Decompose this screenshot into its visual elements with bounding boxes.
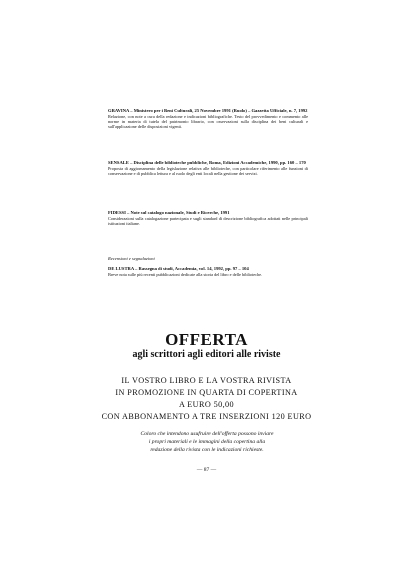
section-label: Recensioni e segnalazioni: [108, 256, 155, 261]
entry-body: Proposta di aggiornamento della legislazione relativa alle biblioteche, con particolare riferimento alle funzioni di conservazione e di pubblica lettura e al ruolo degli enti locali nella gestione dei servizi.: [108, 165, 308, 176]
offer-title: OFFERTA: [165, 330, 248, 349]
entry-heading: FIDESSI – Note sul catalogo nazionale, Studi e Ricerche, 1991: [108, 210, 230, 215]
entry-body: Relazione, con note a cura della redazione e indicazioni bibliografiche. Testo del provvedimento e commento alle norme in materia di tutela del patrimonio librario, con osservazioni sulla disciplina dei beni culturali e sull'applicazione delle disposizioni vigenti.: [108, 113, 308, 130]
bibliography-entry: [108, 108, 308, 129]
entry-heading: SENSALE – Disciplina delle biblioteche pubbliche, Roma, Edizioni Accademiche, 1990, pp. 160 – 170: [108, 160, 306, 165]
offer-note: [118, 430, 296, 454]
entry-body: Considerazioni sulla catalogazione partecipata e sugli standard di descrizione bibliografica adottati nelle principali istituzioni italiane.: [108, 215, 308, 226]
offer-note-line: redazione della rivista con le indicazioni richieste.: [150, 447, 264, 453]
offer-note-line: Coloro che intendono usufruire dell'offerta possono inviare: [140, 431, 274, 437]
offer-note-line: i propri materiali e le immagini della copertina alla: [148, 439, 266, 445]
offer-details: [0, 375, 413, 423]
offer-line: CON ABBONAMENTO A TRE INSERZIONI 120 EURO: [101, 412, 312, 421]
bibliography-entry: [108, 266, 308, 277]
offer-line: IN PROMOZIONE IN QUARTA DI COPERTINA: [115, 388, 298, 397]
entry-body: Breve nota sulle più recenti pubblicazioni dedicate alla storia del libro e delle biblioteche.: [108, 271, 263, 277]
entry-heading: GRAVINA – Ministero per i Beni Culturali, 25 Novembre 1991 (Ruolo) – Gazzetta Ufficiale, n. 7, 1992: [108, 108, 308, 113]
offer-subtitle: agli scrittori agli editori alle riviste: [132, 349, 281, 360]
offer-line: IL VOSTRO LIBRO E LA VOSTRA RIVISTA: [121, 376, 292, 385]
page-number: — 87 —: [196, 467, 217, 473]
bibliography-entry: [108, 160, 308, 176]
entry-heading: DE LUSTRA – Rassegna di studi, Accademia, vol. 14, 1992, pp. 97 – 104: [108, 266, 249, 271]
offer-line: A EURO 50,00: [178, 400, 235, 409]
bibliography-entry: [108, 210, 308, 226]
